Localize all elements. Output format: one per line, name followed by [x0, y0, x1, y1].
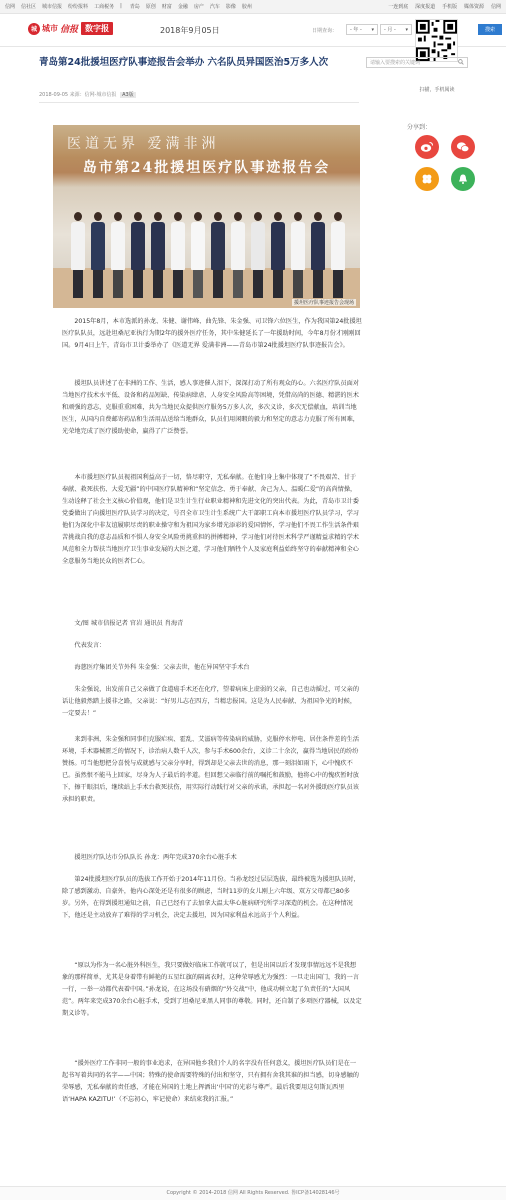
month-select-value: - 月 - [384, 27, 396, 33]
section-heading: 代表发言： [74, 642, 106, 649]
logo-text: 城市 [42, 24, 58, 33]
article-paragraph: “援外医疗工作非同一般的事业追求，在异国他乡我们个人的名字没有任何意义，援坦医疗队员们是在一起书写着共同的名字——中国；特殊的使命需要特殊的付出和坚守，只有拥有舍我其谁的担当感，切身感触的荣辱感，无私奉献的责任感，才能在异国的土地上挥洒出‘中国’的光彩与尊严。最后我要用这句斯瓦西里语‘HAPA KAZITU!’（不忘初心，牢记使命）来结束我的汇报。” [62, 1060, 359, 1103]
article-date: 2018-09-05 [39, 92, 69, 98]
article-paragraph: “原以为作为一名心脏外科医生，我只要做好临床工作就可以了，但是出国以后才发现事情远远不是我想象的那样简单，尤其是身着带有鲜艳的五星红旗的隔离衣时，这种荣辱感尤为强烈：一旦走出国门，我的一言一行，一举一动都代表着中国。”孙龙说，在这场没有硝烟的“外交战”中，他成功树立起了负责任的“大国风范”。两年来完成370余台心脏手术，受到了坦桑尼亚黑人同事的尊敬。同时，还自制了多项医疗器械，以及定期义诊等。 [62, 962, 362, 1017]
weibo-icon[interactable] [415, 135, 439, 159]
top-nav-link[interactable]: 手机版 [442, 4, 458, 10]
article-meta [39, 91, 136, 98]
wechat-icon[interactable] [451, 135, 475, 159]
top-nav-link[interactable]: 影像 [225, 4, 236, 10]
top-nav-link[interactable]: 财富 [161, 4, 172, 10]
article-paragraph: 本市援坦医疗队员视祖国利益高于一切，恪尽职守，无私奉献。在他们身上集中体现了“不畏艰苦、甘于奉献、救死扶伤、大爱无疆”的中国医疗队精神和“坚定信念、勇于奉献、舍己为人、温暖仁爱”的高尚情操，生动诠释了社会主义核心价值观，他们是卫生计生行业职业精神和先进文化的突出代表。为此，青岛市卫计委党委做出了向援坦医疗队员学习的决定，号召全市卫生计生系统广大干部职工向本市援坦医疗队员学习，学习他们为深化中非友谊履职尽责的职业操守和为祖国为家乡增光添彩的爱国情怀，学习他们不畏工作生活条件艰苦挑战自我的意志品质和不惧人身安全风险勇挑重担的拼搏精神，学习他们对待医术科学严谨精益求精的学术风范和全力帮扶当地医疗卫生事业发展的大医之道，学习他们牺牲个人及家庭利益始终坚守的奉献精神和全心全意服务当地民众的医者仁心。 [62, 474, 359, 565]
chevron-down-icon: ▾ [405, 26, 408, 33]
article-title: 青岛第24批援坦医疗队事迹报告会举办 六名队员异国医治5万多人次 [39, 57, 329, 68]
qr-caption: 扫描，手机阅读 [419, 87, 455, 93]
top-nav-link[interactable]: 胶州 [241, 4, 252, 10]
top-nav-link[interactable]: 信网 [5, 4, 16, 10]
search-input[interactable] [366, 57, 468, 68]
qr-code [415, 19, 458, 62]
top-nav-link[interactable]: 纷纷报料 [68, 4, 89, 10]
person-figure [271, 212, 285, 298]
person-figure [311, 212, 325, 298]
top-nav-link[interactable]: 媒体资源 [464, 4, 485, 10]
date-query-label: 日期查询： [312, 28, 338, 34]
share-label: 分享到： [407, 124, 432, 131]
person-figure [211, 212, 225, 298]
person-figure [91, 212, 105, 298]
top-nav-link[interactable]: 工商税务 [94, 4, 115, 10]
top-nav-link[interactable]: 深度报道 [415, 4, 436, 10]
qr-code-icon [416, 20, 457, 61]
year-select[interactable] [346, 24, 378, 35]
person-figure [291, 212, 305, 298]
date-search-button[interactable]: 搜索 [478, 24, 502, 35]
top-nav-link[interactable]: 原创 [145, 4, 156, 10]
year-select-value: - 年 - [350, 27, 362, 33]
article-paragraph: 援坦队员讲述了在非洲的工作、生活，感人事迹催人泪下，深深打动了所有观众的心。六名医疗队员面对当地医疗技术水平低、设备和药品短缺、传染病肆虐、人身安全风险高等困境，凭借高尚的医德、精湛的医术和顽强的意志，克服重重困难，共为当地民众提供医疗服务5万多人次，多次义诊，多次无偿献血，培训当地医生，从国内自费邮寄药品和生活用品送给当地群众，队员们用闲暇的毅力和坚定的意志力克服了所有困难，光荣地完成了医疗援助使命，赢得了广泛赞誉。 [62, 380, 360, 435]
clover-share-icon[interactable] [415, 167, 439, 191]
article-source: 来源：信网-城市信报 [69, 92, 117, 98]
article-byline: 文/图 城市信报记者 官岩 通讯员 肖海青 [74, 620, 184, 627]
photo-banner-title: 岛市第24批援坦医疗队事迹报告会 [82, 160, 331, 176]
person-figure [191, 212, 205, 298]
person-figure [131, 212, 145, 298]
article-paragraph: 2015年8月，本市选派的孙龙、朱健、谢伟峰、曲先锋、朱金强、司卫锋六位医生，作为我国第24批援坦医疗队队员，远赴坦桑尼亚执行为期2年的援外医疗任务，其中朱健延长了一年援助时间，今年8月份才刚刚回国。9月4日上午，青岛市卫计委举办了《医道无界 爱满非洲——青岛市第24批援坦医疗队事迹报告会》。 [62, 318, 362, 349]
top-nav-links [5, 3, 258, 10]
top-nav-link[interactable]: 城市信报 [42, 4, 63, 10]
article-paragraph: 朱金强说，出发前自己父亲做了食道癌手术还在化疗，望着病床上虚弱的父亲，自己也动摇过，可父亲的话让他毅然踏上援非之路，父亲说：“好男儿志在四方，当精忠报国。这是为人民奉献、为祖国争光的时候，一定要去！” [62, 686, 360, 717]
search-icon[interactable] [458, 59, 464, 67]
logo-paper-label: 数字报 [81, 22, 113, 35]
person-figure [331, 212, 345, 298]
person-figure [231, 212, 245, 298]
person-figure [171, 212, 185, 298]
top-nav-link[interactable]: 信网 [490, 4, 501, 10]
photo-banner-slogan: 医道无界 爱满非洲 [67, 136, 220, 152]
search-placeholder: 请输入要搜索的关键词 [370, 60, 421, 66]
top-nav-right [383, 3, 501, 10]
chevron-down-icon: ▾ [371, 26, 374, 33]
article-paragraph: 第24批援坦医疗队员的选拔工作开始于2014年11月份。当孙龙经过层层选拔，最终被选为援坦队员时，除了感到激动、自豪外，他内心深处还是有很多的顾虑，当时11岁的女儿刚上六年级、双方父母都已80多岁。另外，在得到援坦通知之前，自己已经有了去加拿大温太华心脏病研究所学习深造的机会。在这种情况下，他还是主动放弃了难得的学习机会，决定去援坦，因为国家利益永远高于个人利益。 [62, 876, 360, 919]
top-nav-link[interactable]: 一连到底 [388, 4, 409, 10]
person-figure [251, 212, 265, 298]
person-figure [151, 212, 165, 298]
speaker-heading: 海慈医疗集团关节外科 朱金强：父亲去世，他在异国坚守手术台 [74, 664, 250, 671]
person-figure [111, 212, 125, 298]
top-nav-link[interactable]: 信社区 [21, 4, 37, 10]
top-nav-link[interactable]: 金融 [177, 4, 188, 10]
footer-copyright: Copyright © 2014-2018 信网 All Rights Reserved. 鲁ICP备14028146号 [0, 1186, 506, 1200]
top-nav-link[interactable]: 青岛 [129, 4, 140, 10]
logo-mark: 城 [28, 23, 40, 35]
month-select[interactable] [380, 24, 412, 35]
top-nav-link[interactable]: 房产 [193, 4, 204, 10]
person-figure [71, 212, 85, 298]
speaker-heading: 援坦医疗队达市分队队长 孙龙：两年完成370余台心脏手术 [74, 854, 237, 861]
divider [39, 102, 359, 103]
logo[interactable] [28, 22, 113, 35]
photo-caption: 援坦医疗队事迹报告会现场 [293, 300, 354, 306]
top-nav-link[interactable]: 汽车 [209, 4, 220, 10]
bell-share-icon[interactable] [451, 167, 475, 191]
logo-text-brand: 信报 [60, 25, 79, 35]
page-badge[interactable]: A3版 [122, 92, 134, 98]
article-paragraph: 来到非洲，朱金强和同事们克服疟疾、霍乱、艾滋病等传染病的威胁，克服停水停电、居住条件差的生活环境，手术器械匮乏的情况下，诊治病人数千人次，参与手术600余台，义诊二十余次，赢得当地居民的纷纷赞扬。可当他想把分喜悦与成就感与父亲分享时，得到却是父亲去世的消息，那一刻泪如雨下，心中愧疚不已。虽然恨不能马上回家，尽身为人子最后的孝道。但回想父亲临行前的嘱托和鼓励，他将心中的愧疚暂时放下，擦干眼泪后，继续站上手术台救死扶伤，用实际行动践行对父亲的承诺，承担起一名对外援助医疗队员该承担的职责。 [62, 736, 360, 803]
article-photo [53, 125, 360, 308]
top-nav [0, 0, 506, 14]
top-nav-separator: | [120, 3, 122, 9]
issue-date: 2018年9月05日 [160, 26, 220, 35]
